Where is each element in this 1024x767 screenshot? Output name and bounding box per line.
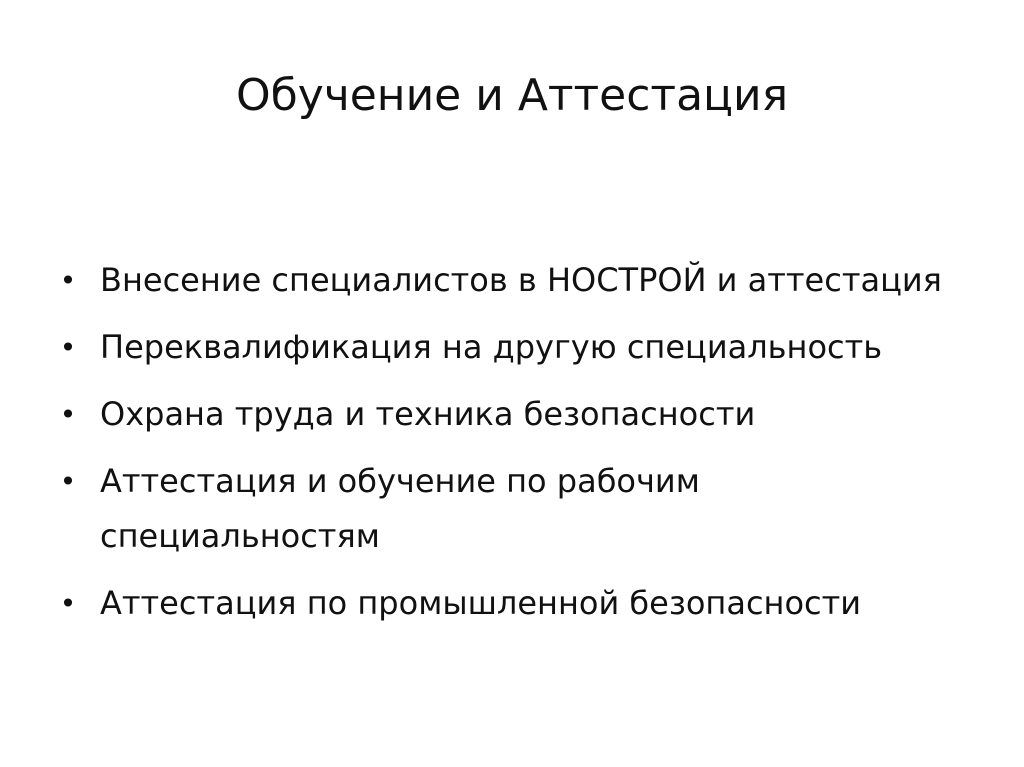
bullet-text: Переквалификация на другую специальность <box>100 328 883 366</box>
slide-title: Обучение и Аттестация <box>235 70 789 121</box>
bullet-dot-icon: • <box>59 264 77 297</box>
bullet-dot-icon: • <box>59 331 77 364</box>
bullet-item <box>58 454 958 564</box>
bullet-item <box>58 320 958 375</box>
bullet-dot-icon: • <box>59 587 77 620</box>
bullet-item <box>58 253 958 308</box>
bullet-list <box>58 253 958 643</box>
bullet-item <box>58 576 958 631</box>
bullet-item <box>58 387 958 442</box>
bullet-text: Аттестация по промышленной безопасности <box>100 584 862 622</box>
bullet-text: Внесение специалистов в НОСТРОЙ и аттестация <box>100 261 942 299</box>
bullet-dot-icon: • <box>59 465 77 498</box>
bullet-text: Охрана труда и техника безопасности <box>100 395 756 433</box>
bullet-dot-icon: • <box>59 398 77 431</box>
bullet-text: Аттестация и обучение по рабочим специальностям <box>100 462 700 555</box>
